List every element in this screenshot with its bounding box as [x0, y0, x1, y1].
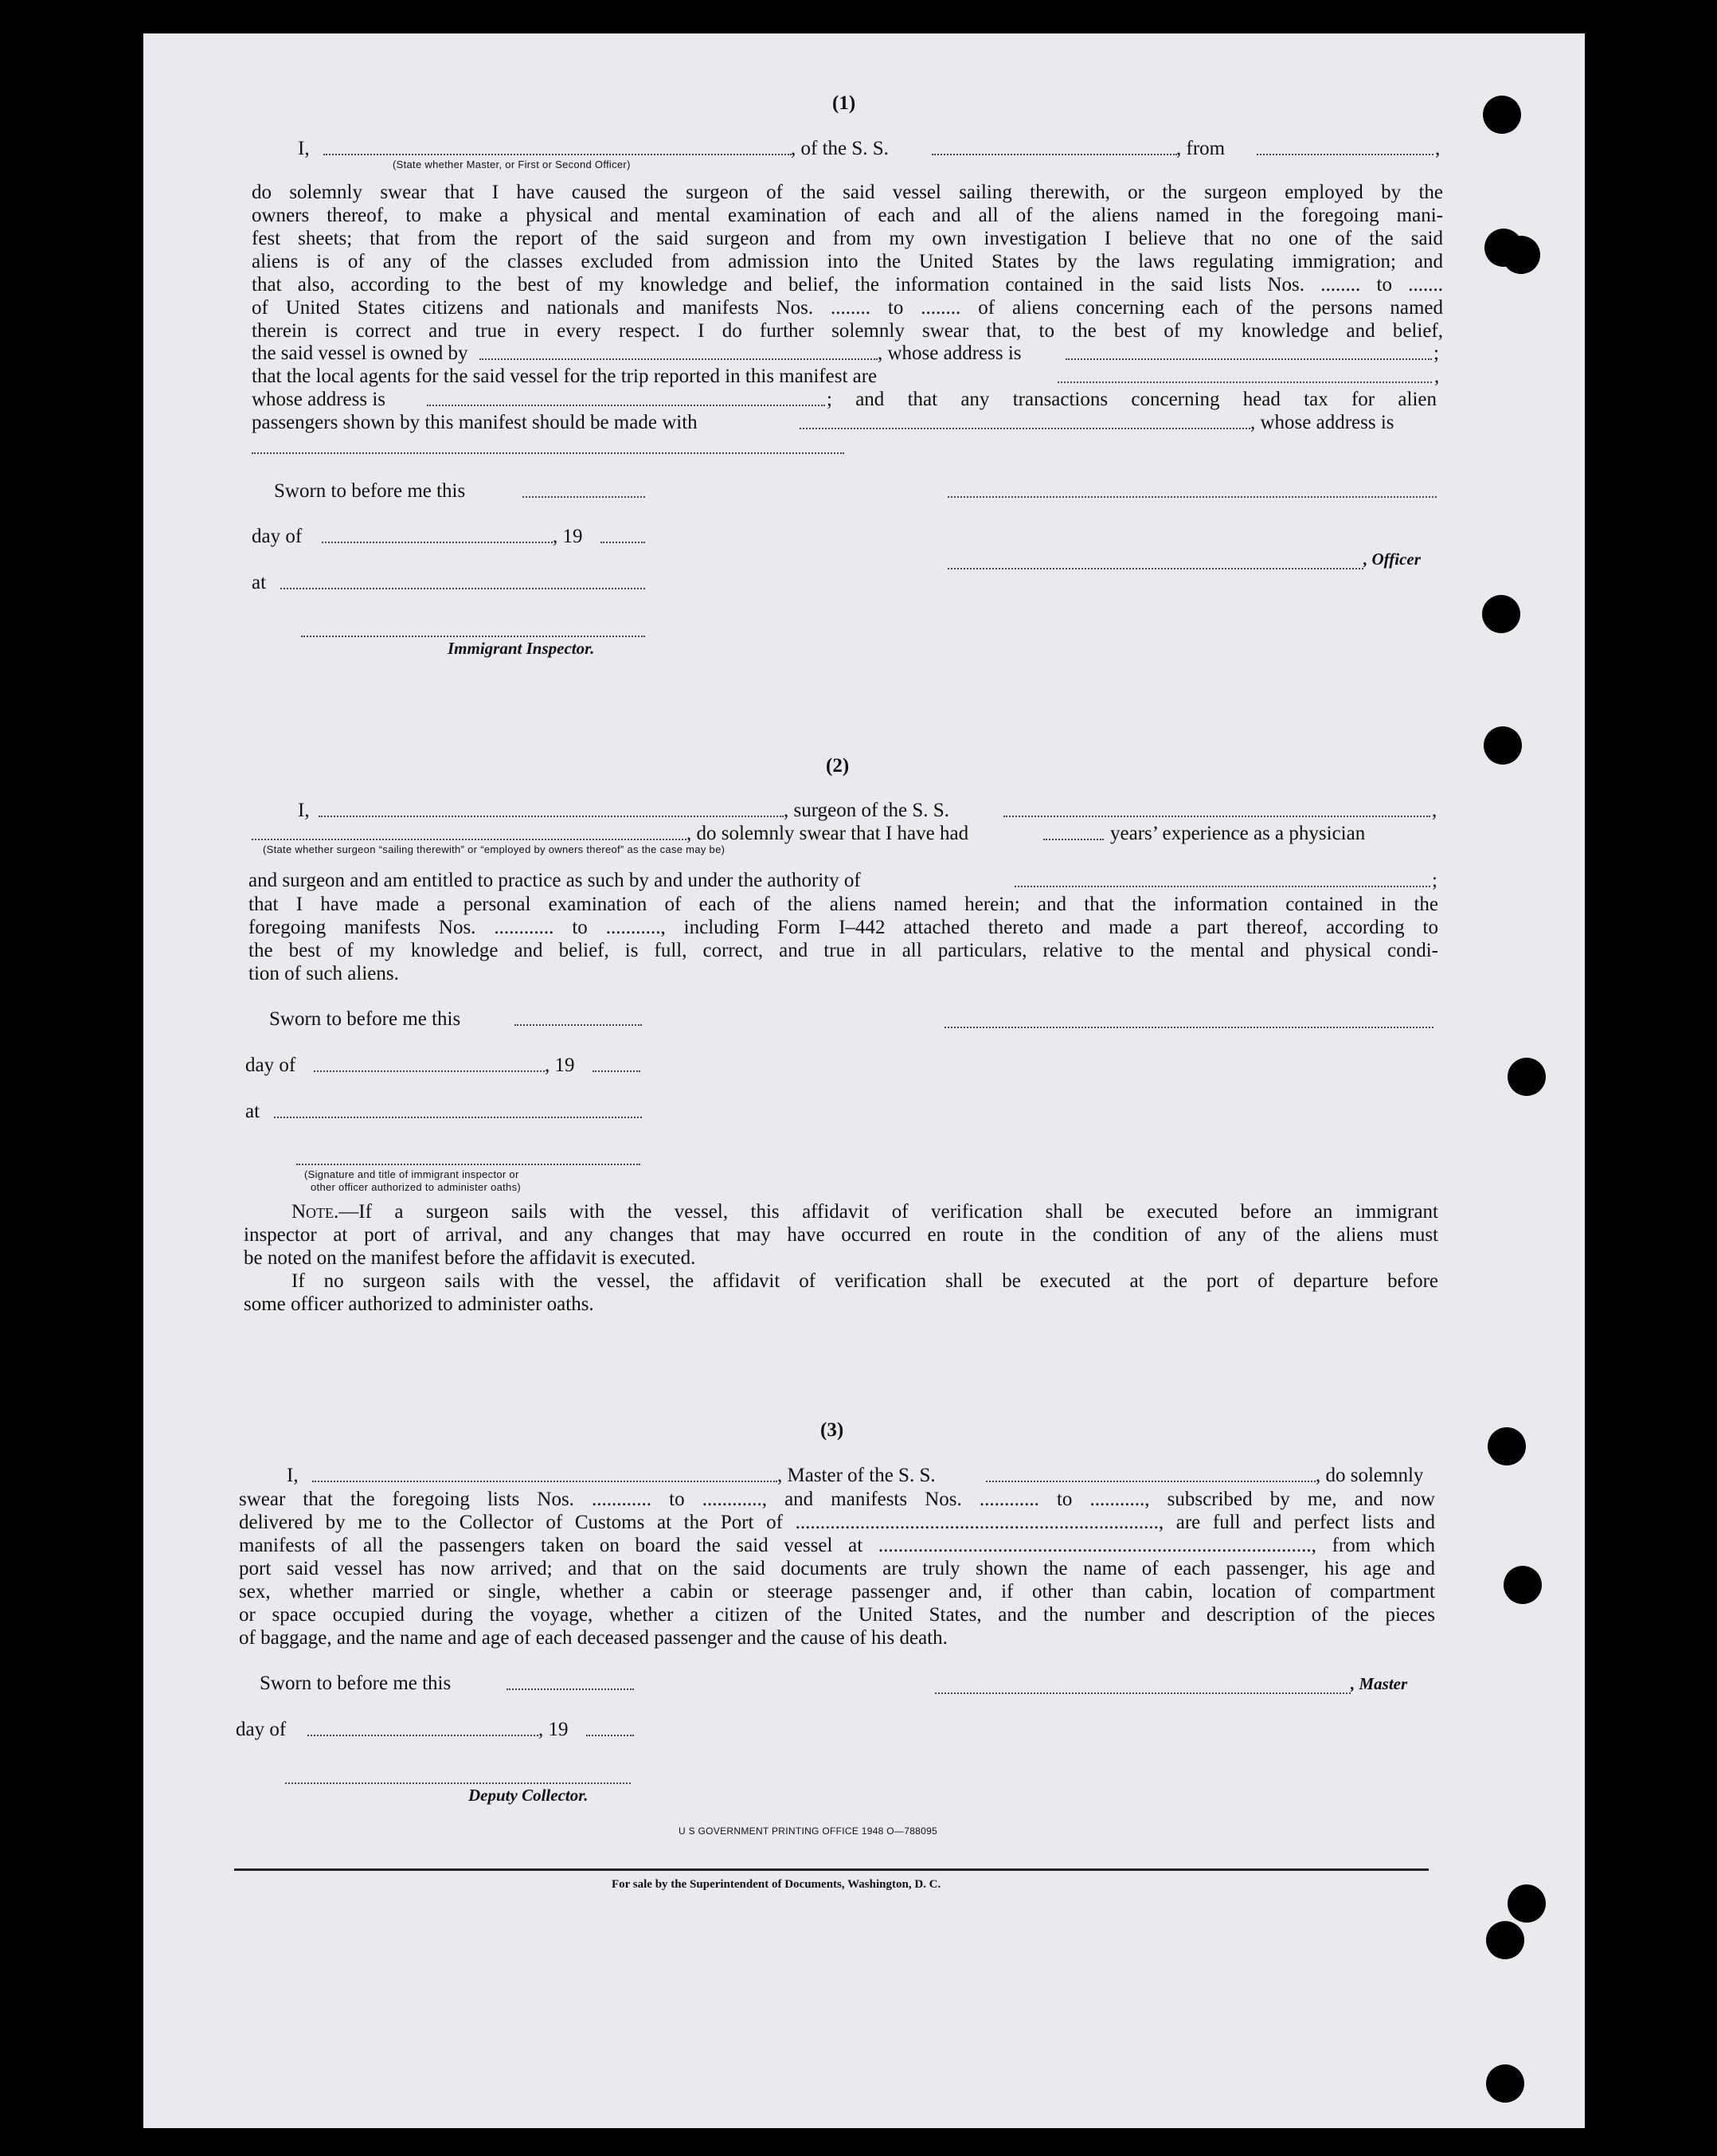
s1-inspector-line[interactable]: [301, 636, 645, 637]
s2-par-line: foregoing manifests Nos. ............ to ..........., including Form I–442 attached thereto and made a part thereof, according to: [248, 917, 1438, 938]
s1-par-line: of United States citizens and nationals and manifests Nos. ........ to ........ of aliens concerning each of the persons named: [252, 297, 1443, 319]
s3-par-line: manifests of all the passengers taken on board the said vessel at ......................................................................................., from which: [239, 1535, 1435, 1556]
s1-head-tax-address-line[interactable]: [252, 452, 844, 454]
s3-paragraph: [239, 1488, 1435, 1649]
s1-comma: ,: [1435, 138, 1441, 159]
s2-do-solemnly-label: , do solemnly swear that I have had: [686, 823, 969, 844]
section-3-number: (3): [820, 1419, 844, 1441]
punch-hole: [1508, 1884, 1546, 1923]
punch-hole: [1504, 1566, 1542, 1604]
s1-year-label: , 19: [553, 526, 583, 547]
s1-owner-line[interactable]: [479, 358, 878, 360]
s1-par-line: that also, according to the best of my knowledge and belief, the information contained in the said lists Nos. ........ to .......: [252, 274, 1443, 295]
s1-officer-sign-line[interactable]: [948, 568, 1363, 569]
s1-from-line[interactable]: [1257, 154, 1433, 155]
s2-i-label: I,: [298, 800, 310, 821]
s2-entitled-label: and surgeon and am entitled to practice as such by and under the authority of: [248, 870, 861, 891]
s3-do-solemnly-label: , do solemnly: [1316, 1465, 1424, 1486]
punch-hole: [1486, 2064, 1524, 2103]
s2-par-line: that I have made a personal examination of each of the aliens named herein; and that the information contained in the: [248, 894, 1438, 915]
s1-head-tax-text: ; and that any transactions concerning head tax for alien: [827, 389, 1437, 410]
s3-name-line[interactable]: [312, 1481, 777, 1482]
s3-day-line[interactable]: [307, 1735, 538, 1736]
s2-inspector-line[interactable]: [296, 1164, 640, 1165]
s1-i-label: I,: [298, 138, 310, 159]
section-1-number: (1): [832, 92, 856, 114]
s2-note: [244, 1200, 1438, 1316]
s3-year-line[interactable]: [586, 1735, 634, 1736]
s1-owner-address-line[interactable]: [1066, 358, 1432, 360]
s1-par-line: aliens is of any of the classes excluded from admission into the United States by the laws regulating immigration; and: [252, 251, 1443, 272]
s3-par-line: of baggage, and the name and age of each deceased passenger and the cause of his death.: [239, 1627, 948, 1649]
punch-hole: [1502, 236, 1540, 274]
s1-passengers-label: passengers shown by this manifest should be made with: [252, 412, 698, 433]
s2-paragraph: [248, 893, 1438, 985]
s2-year-line[interactable]: [593, 1070, 640, 1072]
s1-officer-line[interactable]: [323, 154, 792, 155]
s1-whose-address-label: , whose address is: [878, 342, 1022, 364]
s1-agents-line[interactable]: [1058, 382, 1432, 383]
s3-sworn-label: Sworn to before me this: [260, 1673, 452, 1694]
gpo-imprint: U S GOVERNMENT PRINTING OFFICE 1948 O—788095: [679, 1825, 938, 1837]
s1-paragraph: [252, 181, 1443, 342]
s1-par-line: do solemnly swear that I have caused the surgeon of the said vessel sailing therewith, or the surgeon employed by the: [252, 182, 1443, 203]
s1-inspector-caption: Immigrant Inspector.: [448, 639, 595, 658]
s3-par-line: swear that the foregoing lists Nos. ............ to ............, and manifests Nos. ............ to ..........., subscribed by me, and now: [239, 1489, 1435, 1510]
s3-deputy-line[interactable]: [285, 1782, 631, 1784]
s2-authority-line[interactable]: [1015, 886, 1430, 887]
s2-note-line: be noted on the manifest before the affidavit is executed.: [244, 1247, 696, 1269]
s2-note-line: inspector at port of arrival, and any changes that may have occurred en route in the condition of any of the aliens must: [244, 1224, 1438, 1246]
s2-sig-caption-2: other officer authorized to administer oaths): [311, 1181, 522, 1193]
s3-master-of-ss-label: , Master of the S. S.: [777, 1465, 936, 1486]
s1-sworn-date-line[interactable]: [522, 496, 645, 498]
s3-year-label: , 19: [538, 1719, 569, 1740]
s3-vessel-line[interactable]: [986, 1481, 1316, 1482]
s2-surgeon-type-line[interactable]: [252, 839, 686, 840]
s3-master-sign-line[interactable]: [935, 1692, 1351, 1694]
s2-sig-caption-1: (Signature and title of immigrant inspector or: [304, 1168, 519, 1180]
s2-years-line[interactable]: [1043, 839, 1104, 840]
for-sale-notice: For sale by the Superintendent of Documents, Washington, D. C.: [612, 1878, 941, 1891]
s2-signature-line[interactable]: [945, 1027, 1433, 1028]
s1-par-line: fest sheets; that from the report of the said surgeon and from my own investigation I believe that no one of the said: [252, 228, 1443, 249]
s1-owned-by-label: the said vessel is owned by: [252, 342, 468, 364]
s1-at-line[interactable]: [280, 588, 645, 589]
punch-hole: [1482, 595, 1520, 633]
s3-par-line: or space occupied during the voyage, whether a citizen of the United States, and the number and description of the pieces: [239, 1604, 1435, 1626]
s2-at-label: at: [245, 1101, 260, 1122]
s2-year-label: , 19: [545, 1055, 575, 1076]
s1-local-agents-label: that the local agents for the said vessel for the trip reported in this manifest are: [252, 366, 878, 387]
s2-note-line-1: Note.—If a surgeon sails with the vessel, this affidavit of verification shall be executed before an immigrant: [291, 1201, 1438, 1223]
s2-par-line: the best of my knowledge and belief, is full, correct, and true in all particulars, relative to the mental and physical condi-: [248, 940, 1438, 961]
s2-par-line: tion of such aliens.: [248, 963, 399, 984]
s1-vessel-line[interactable]: [932, 154, 1177, 155]
s1-par-line: therein is correct and true in every respect. I do further solemnly swear that, to the best of my knowledge and belief,: [252, 320, 1443, 342]
s1-comma-2: ,: [1434, 366, 1440, 387]
s3-deputy-caption: Deputy Collector.: [468, 1786, 589, 1805]
s2-comma: ,: [1432, 800, 1437, 821]
s1-of-ss-label: , of the S. S.: [791, 138, 889, 159]
s3-master-caption: , Master: [1351, 1674, 1408, 1693]
punch-hole: [1486, 1921, 1524, 1959]
punch-hole: [1488, 1427, 1526, 1465]
s2-at-line[interactable]: [274, 1117, 642, 1118]
s1-sworn-label: Sworn to before me this: [274, 480, 466, 502]
s2-years-exp-label: years’ experience as a physician: [1110, 823, 1366, 844]
s3-sworn-date-line[interactable]: [506, 1688, 634, 1690]
s1-at-label: at: [252, 572, 267, 593]
s3-par-line: port said vessel has now arrived; and that on the said documents are truly shown the name of each passenger, his age and: [239, 1558, 1435, 1579]
s1-day-line[interactable]: [322, 542, 553, 543]
s2-name-line[interactable]: [319, 816, 784, 817]
punch-hole: [1484, 726, 1522, 765]
s1-agents-address-line[interactable]: [427, 405, 825, 406]
s2-sworn-date-line[interactable]: [514, 1024, 642, 1026]
s2-vessel-line[interactable]: [1003, 816, 1430, 817]
punch-hole: [1483, 96, 1521, 134]
s2-surgeon-of-ss-label: , surgeon of the S. S.: [784, 800, 949, 821]
s2-day-of-label: day of: [245, 1055, 296, 1076]
footer-rule: [234, 1868, 1429, 1871]
s2-day-line[interactable]: [314, 1070, 545, 1072]
s1-year-line[interactable]: [600, 542, 645, 543]
note-label: Note.: [291, 1201, 339, 1223]
s3-i-label: I,: [287, 1465, 299, 1486]
s1-head-tax-line[interactable]: [800, 428, 1250, 429]
s3-par-line: sex, whether married or single, whether a cabin or steerage passenger and, if other than cabin, location of compartment: [239, 1581, 1435, 1602]
s2-semicolon: ;: [1432, 870, 1437, 891]
s1-par-line: owners thereof, to make a physical and mental examination of each and all of the aliens named in the foregoing mani-: [252, 205, 1443, 226]
s3-par-line: delivered by me to the Collector of Customs at the Port of ........................................................................., are full and perfect lists and: [239, 1512, 1435, 1533]
s1-from-label: , from: [1176, 138, 1226, 159]
s2-sworn-label: Sworn to before me this: [269, 1008, 461, 1030]
s1-whose-address-label-2: whose address is: [252, 389, 386, 410]
s1-officer-caption: (State whether Master, or First or Second Officer): [393, 158, 631, 170]
s1-whose-address-label-3: , whose address is: [1250, 412, 1394, 433]
s2-surgeon-caption: (State whether surgeon “sailing therewith” or “employed by owners thereof” as the case may be): [263, 843, 726, 855]
form-sheet: [143, 33, 1585, 2128]
s1-semicolon: ;: [1433, 342, 1439, 364]
s2-note2-line: If no surgeon sails with the vessel, the affidavit of verification shall be executed at the port of departure before: [291, 1270, 1438, 1292]
punch-hole: [1508, 1058, 1546, 1096]
s2-note2-line: some officer authorized to administer oaths.: [244, 1293, 594, 1315]
s3-day-of-label: day of: [236, 1719, 287, 1740]
s1-officer-caption-text: , Officer: [1363, 550, 1421, 569]
s1-day-of-label: day of: [252, 526, 303, 547]
s1-signature-line[interactable]: [948, 496, 1437, 498]
section-2-number: (2): [826, 755, 850, 777]
